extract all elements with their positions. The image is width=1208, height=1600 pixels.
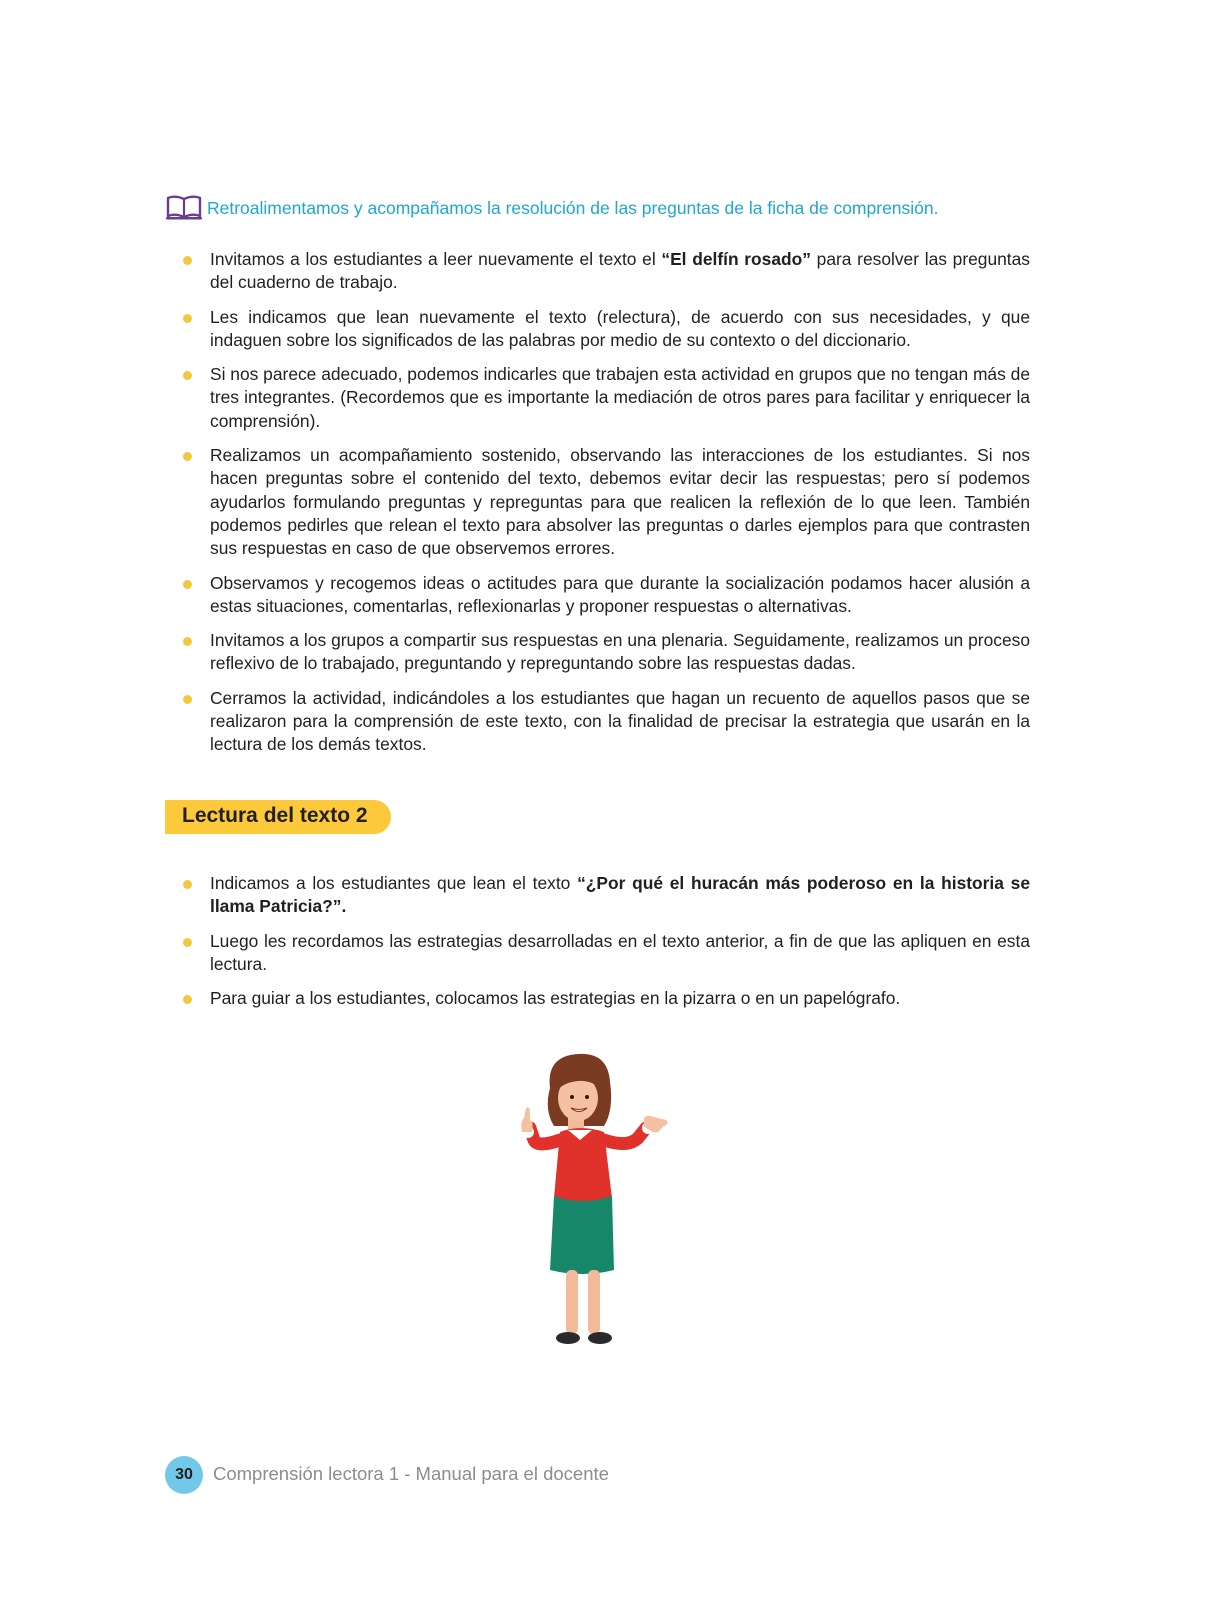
list-item: Para guiar a los estudiantes, colocamos las estrategias en la pizarra o en un papelógrafo. <box>180 987 1030 1010</box>
list-item: Luego les recordamos las estrategias desarrolladas en el texto anterior, a fin de que las apliquen en esta lectura. <box>180 930 1030 977</box>
teacher-illustration <box>508 1048 688 1348</box>
bullet-dot <box>183 371 192 380</box>
bullet-dot <box>183 256 192 265</box>
list-item: Realizamos un acompañamiento sostenido, observando las interacciones de los estudiantes. Si nos hacen preguntas sobre el contenido del texto, debemos evitar decir las respuestas; pero sí podemos ayudarlos formulando preguntas y repreguntas para que realicen la reflexión de lo que leen. También podemos pedirles que relean el texto para absolver las preguntas o darles ejemplos para que contrasten sus respuestas en caso de que observemos errores. <box>180 444 1030 560</box>
list-item: Indicamos a los estudiantes que lean el texto “¿Por qué el huracán más poderoso en la historia se llama Patricia?”. <box>180 872 1030 919</box>
reading-2-steps-list <box>180 872 1030 1021</box>
list-item: Cerramos la actividad, indicándoles a los estudiantes que hagan un recuento de aquellos pasos que se realizaron para la comprensión de este texto, con la finalidad de precisar la estrategia que usarán en la lectura de los demás textos. <box>180 687 1030 757</box>
page-number-badge <box>165 1456 203 1494</box>
list-item: Si nos parece adecuado, podemos indicarles que trabajen esta actividad en grupos que no tengan más de tres integrantes. (Recordemos que es importante la mediación de otros pares para facilitar y enriquecer la comprensión). <box>180 363 1030 433</box>
bullet-dot <box>183 452 192 461</box>
intro-title: Retroalimentamos y acompañamos la resolución de las preguntas de la ficha de comprensión. <box>207 198 939 218</box>
feedback-steps-list <box>180 248 1030 768</box>
section-heading-tab <box>165 800 391 834</box>
bullet-dot <box>183 637 192 646</box>
book-icon <box>165 194 203 220</box>
bullet-dot <box>183 580 192 589</box>
list-item: Invitamos a los estudiantes a leer nuevamente el texto el “El delfín rosado” para resolver las preguntas del cuaderno de trabajo. <box>180 248 1030 295</box>
list-item: Les indicamos que lean nuevamente el texto (relectura), de acuerdo con sus necesidades, y que indaguen sobre los significados de las palabras por medio de su contexto o del diccionario. <box>180 306 1030 353</box>
bullet-dot <box>183 695 192 704</box>
intro-heading <box>165 194 1045 220</box>
list-item: Invitamos a los grupos a compartir sus respuestas en una plenaria. Seguidamente, realizamos un proceso reflexivo de lo trabajado, preguntando y repreguntando sobre las respuestas dadas. <box>180 629 1030 676</box>
bullet-dot <box>183 938 192 947</box>
list-item: Observamos y recogemos ideas o actitudes para que durante la socialización podamos hacer alusión a estas situaciones, comentarlas, reflexionarlas y proponer respuestas o alternativas. <box>180 572 1030 619</box>
bullet-dot <box>183 995 192 1004</box>
page-number: 30 <box>175 1466 193 1483</box>
bullet-dot <box>183 880 192 889</box>
footer-title: Comprensión lectora 1 - Manual para el docente <box>213 1463 609 1484</box>
bullet-dot <box>183 314 192 323</box>
section-title: Lectura del texto 2 <box>182 804 368 827</box>
